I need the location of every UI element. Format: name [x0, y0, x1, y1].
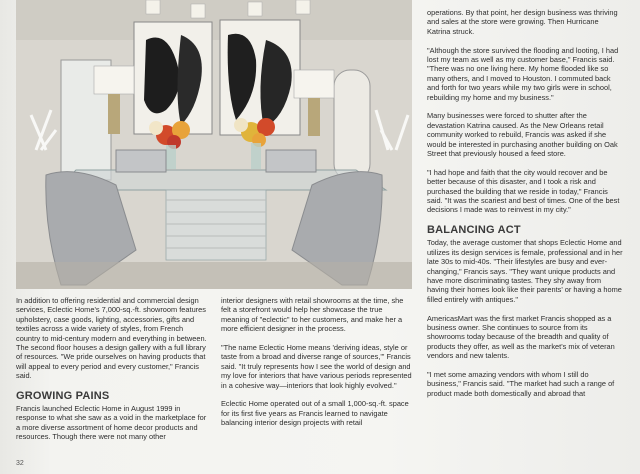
paragraph: "Although the store survived the flooding and looting, I had lost my team as well as my customer base," Francis said. "There was no one living here. My home flooded like so many others, and I moved to Houston. I commuted back and forth for two years while my two girls were in school, rebuilding my home and my business." [427, 45, 619, 102]
paragraph: Many businesses were forced to shutter after the devastation Katrina caused. As the New Orleans retail community worked to rebuild, Francis was asked if she would be interested in purchasing another building on Oak Street that previously housed a feed store. [427, 111, 618, 159]
showroom-illustration [16, 0, 412, 289]
page-number: 32 [16, 460, 24, 467]
paragraph: "I had hope and faith that the city would recover and be better because of this disaster, and I took a risk and purchased the building that we reside in today," Francis said. "It was the scariest and best of times. One of the best decisions I made was to reinvest in my city." [427, 167, 620, 215]
paragraph: Eclectic Home operated out of a small 1,000-sq.-ft. space for its first five years as Francis learned to navigate balancing interior design projects with retail [221, 399, 409, 428]
section-heading-balancing-act: BALANCING ACT [427, 224, 521, 237]
text-column-1 [16, 296, 208, 451]
paragraph: Today, the average customer that shops Eclectic Home and utilizes its design services is female, professional and in her late 30s to mid-40s. "Their lifestyles are busy and ever-changing," Francis says. "They want unique products and have more discriminating tastes. They shy away from having their homes look like their parents' or having a home filled entirely with antiques." [427, 238, 623, 304]
paragraph: interior designers with retail showrooms at the time, she felt a storefront would help her showcase the true meaning of "eclectic" to her customers, and make her a more efficient designer in the process. [221, 296, 404, 334]
paragraph: AmericasMart was the first market Francis shopped as a business owner. She continues to source from its showrooms today because of the breadth and quality of products they offer, as well as the market's mix of veteran vendors and new talents. [427, 313, 615, 361]
paragraph: In addition to offering residential and commercial design services, Eclectic Home's 7,000-sq.-ft. showroom features upholstery, case goods, lighting, accessories, gifts and textiles across a wide variety of styles, from French country to mid-century modern and everything in between. The second floor houses a design gallery with a full library of resources. "We pride ourselves on having products that will appeal to every period and every customer," Francis said. [16, 296, 207, 381]
showroom-photo [16, 0, 412, 289]
paragraph: "The name Eclectic Home means 'deriving ideas, style or taste from a broad and diverse range of sources,'" Francis said. "It truly represents how I see the world of design and my love for interiors that have various periods represented in a cohesive way—interiors that look highly evolved." [221, 343, 412, 390]
paragraph: operations. By that point, her design business was thriving and sales at the store were growing. Then Hurricane Katrina struck. [427, 8, 618, 36]
text-column-3 [427, 8, 623, 408]
paragraph: "I met some amazing vendors with whom I still do business," Francis said. "The market had such a range of product made both domestically and abroad that [427, 369, 615, 398]
text-column-2 [221, 296, 412, 437]
section-heading-growing-pains: GROWING PAINS [16, 390, 110, 403]
paragraph: Francis launched Eclectic Home in August 1999 in response to what she saw as a void in the marketplace for a more diverse assortment of home decor products and resources. Though there were not many other [16, 404, 207, 442]
